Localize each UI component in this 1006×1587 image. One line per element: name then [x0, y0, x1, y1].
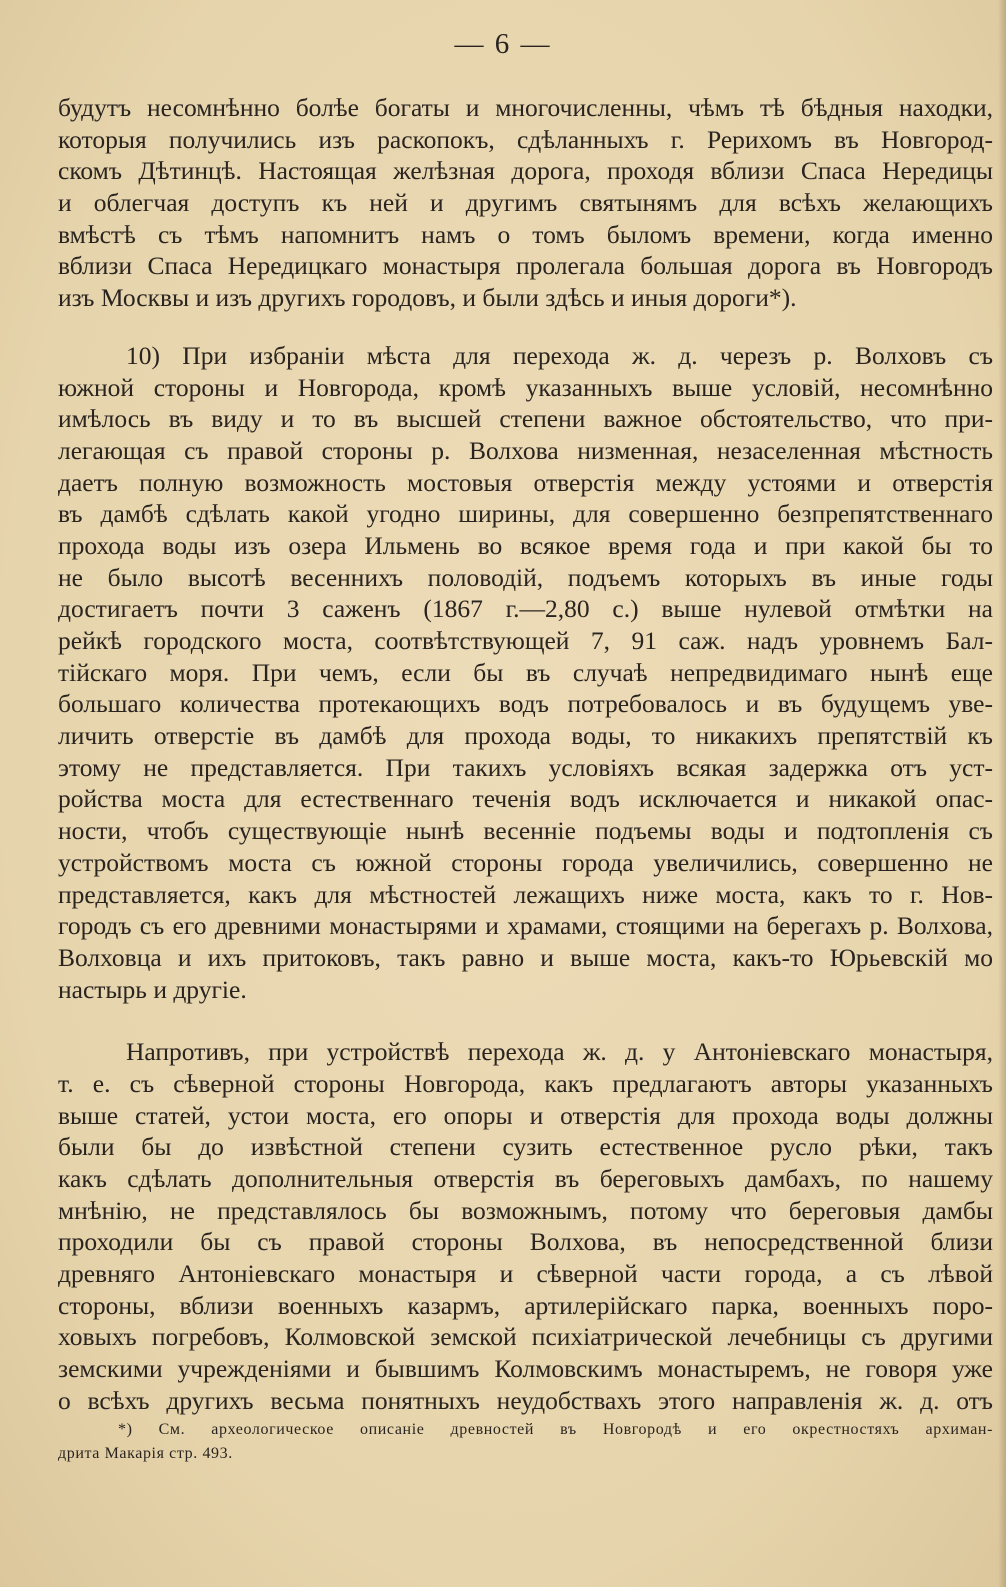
text-line: достигаетъ почти 3 саженъ (1867 г.—2,80 с.) выше нулевой отмѣтки на: [58, 594, 993, 624]
footnote-line: *) См. археологическое описаніе древностей въ Новгородѣ и его окрестностяхъ архиман-: [118, 1421, 993, 1438]
text-line: личить отверстіе въ дамбѣ для прохода воды, то никакихъ препятствій къ: [58, 721, 993, 751]
text-line: какъ сдѣлать дополнительныя отверстія въ береговыхъ дамбахъ, по нашему: [58, 1164, 993, 1193]
text-line: Напротивъ, при устройствѣ перехода ж. д. у Антоніевскаго монастыря,: [126, 1037, 993, 1067]
text-line: т. е. съ сѣверной стороны Новгорода, какъ предлагаютъ авторы указанныхъ: [58, 1068, 993, 1098]
text-line: прохода воды изъ озера Ильмень во всякое время года и при какой бы то: [58, 530, 993, 560]
text-line: Волховца и ихъ притоковъ, такъ равно и выше моста, какъ-то Юрьевскій мо: [58, 942, 993, 972]
text-line: этому не представляется. При такихъ условіяхъ всякая задержка отъ уст-: [58, 752, 993, 782]
text-line: южной стороны и Новгорода, кромѣ указанныхъ выше условій, несомнѣнно: [58, 372, 993, 402]
text-line: устройствомъ моста съ южной стороны города увеличились, совершенно не: [58, 847, 993, 877]
text-line: будутъ несомнѣнно болѣе богаты и многочисленны, чѣмъ тѣ бѣдныя находки,: [58, 93, 993, 122]
text-line: проходили бы съ правой стороны Волхова, въ непосредственной близи: [58, 1227, 993, 1257]
text-line: представляется, какъ для мѣстностей лежащихъ ниже моста, какъ то г. Нов-: [58, 879, 993, 909]
body-text: [58, 92, 993, 1417]
text-line: тійскаго моря. При чемъ, если бы въ случаѣ непредвидимаго нынѣ еще: [58, 657, 993, 687]
footnote-line: дрита Макарія стр. 493.: [58, 1445, 233, 1462]
text-line: древняго Антоніевскаго монастыря и сѣверной части города, а съ лѣвой: [58, 1259, 993, 1289]
paragraph-2: [58, 340, 993, 1005]
text-line: настырь и другіе.: [58, 974, 247, 1004]
text-line: о всѣхъ другихъ весьма понятныхъ неудобствахъ этого направленія ж. д. отъ: [58, 1385, 993, 1415]
text-line: стороны, вблизи военныхъ казармъ, артилерійскаго парка, военныхъ поро-: [58, 1290, 993, 1320]
paragraph-3: [58, 1036, 993, 1416]
paragraph-1: [58, 92, 993, 314]
text-line: ности, чтобъ существующіе нынѣ весенніе подъемы воды и подтопленія съ: [58, 816, 993, 846]
footnote: [58, 1418, 993, 1466]
text-line: которыя получились изъ раскопокъ, сдѣланныхъ г. Рерихомъ въ Новгород-: [58, 124, 993, 154]
text-line: въ дамбѣ сдѣлать какой угодно ширины, для совершенно безпрепятственнаго: [58, 499, 993, 529]
page-edge-shadow: [998, 0, 1006, 1587]
text-line: земскими учрежденіями и бывшимъ Колмовскимъ монастыремъ, не говоря уже: [58, 1354, 993, 1384]
text-line: рейкѣ городского моста, соотвѣтствующей 7, 91 саж. надъ уровнемъ Бал-: [58, 626, 993, 655]
text-line: легающая съ правой стороны р. Волхова низменная, незаселенная мѣстность: [58, 435, 993, 465]
text-line: мнѣнію, не представлялось бы возможнымъ, потому что береговыя дамбы: [58, 1195, 993, 1225]
text-line: изъ Москвы и изъ другихъ городовъ, и были здѣсь и иныя дороги*).: [58, 283, 797, 313]
text-line: вблизи Спаса Нередицкаго монастыря пролегала большая дорога въ Новгородъ: [58, 251, 993, 281]
text-line: большаго количества протекающихъ водъ потребовалось и въ будущемъ уве-: [58, 689, 993, 719]
text-line: даетъ полную возможность мостовыя отверстія между устоями и отверстія: [58, 467, 993, 497]
text-line: выше статей, устои моста, его опоры и отверстія для прохода воды должны: [58, 1100, 993, 1130]
text-line: не было высотѣ весеннихъ половодій, подъемъ которыхъ въ иные годы: [58, 562, 993, 592]
text-line: городъ съ его древними монастырями и храмами, стоящими на берегахъ р. Волхова,: [58, 911, 993, 941]
page-number: — 6 —: [454, 28, 552, 60]
text-line: вмѣстѣ съ тѣмъ напомнитъ намъ о томъ быломъ времени, когда именно: [58, 219, 993, 249]
text-line: были бы до извѣстной степени сузить естественное русло рѣки, такъ: [58, 1132, 993, 1162]
text-line: и облегчая доступъ къ ней и другимъ святынямъ для всѣхъ желающихъ: [58, 188, 993, 218]
text-line: ховыхъ погребовъ, Колмовской земской психіатрической лечебницы съ другими: [58, 1322, 993, 1352]
text-line: имѣлось въ виду и то въ высшей степени важное обстоятельство, что при-: [58, 404, 993, 434]
text-line: ройства моста для естественнаго теченія водъ исключается и никакой опас-: [58, 784, 993, 814]
text-line: скомъ Дѣтинцѣ. Настоящая желѣзная дорога, проходя вблизи Спаса Нередицы: [58, 156, 993, 186]
text-line: 10) При избраніи мѣста для перехода ж. д. черезъ р. Волховъ съ: [126, 340, 993, 370]
